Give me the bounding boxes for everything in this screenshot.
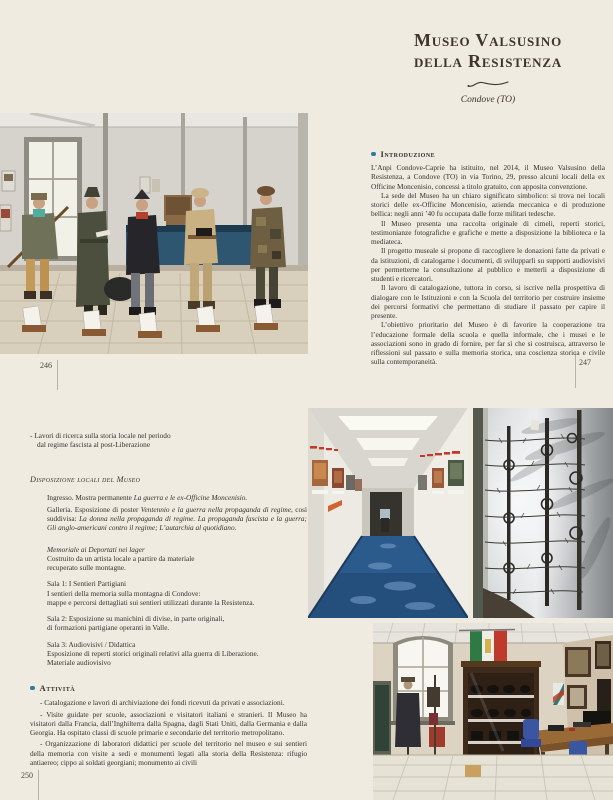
intro-paragraph: Il lavoro di catalogazione, tuttora in corso, si iscrive nella prospettiva di dialogare con le Istituzioni e con la Scuola del territorio per costruire insieme dei percorsi formativi che permettano di studiare il passato per capire il presente. [371,283,605,320]
ingresso-title: La guerra e le ex-Officine Moncenisio. [133,492,248,502]
sala-1 [47,579,307,607]
sala-3 [47,640,307,668]
photo-poster-gallery-corridor [308,408,468,618]
sala-line: di formazioni partigiane operanti in Valle. [47,623,170,633]
galleria-connector: , così suddivisa: [47,504,308,523]
section-bullet-icon [30,686,35,691]
intro-paragraph: L’obiettivo prioritario del Museo è di favorire la cooperazione tra l’educazione formale della scuola e quella informale, che i musei e le associazioni sono in grado di fornire, per far sì che si costruisca, attraverso le riflessioni sul passato e sulla memoria storica, una coscienza storica e civile sulla contemporaneità. [371,320,605,367]
intro-paragraph: Il Museo presenta una raccolta originale di cimeli, reperti storici, testimonianze fotografiche e grafiche e mette a disposizione la biblioteca e la mediateca. [371,218,605,246]
introduzione-heading [371,149,605,159]
attivita-item: - Visite guidate per scuole, associazioni e visitatori italiani e stranieri. Il Museo ha visitatori dalla Francia, dall’Inghilterra dalla Spagna, dagli Stati Uniti, dalla Germania e dalla Georgia. Ha ospitato classi di scuole primarie e secondarie del territorio metropolitano. [30,709,307,737]
galleria-label: Galleria. Esposizione di poster [47,504,141,514]
galleria-title: Ventennio e la guerra nella propaganda di regime [140,504,291,514]
folio-rule [57,360,58,390]
memoriale-line: Costruito da un artista locale a partire da materiale [47,553,195,563]
galleria-paragraph [47,505,307,533]
sala-line: Materiale audiovisivo [47,658,111,667]
introduzione-heading-label: Introduzione [380,149,436,159]
left-column [30,431,307,767]
title-line-1: Museo Valsusino [413,30,563,50]
galleria-subtitles: La donna nella propaganda di regime. La propaganda fascista e la guerra; Gli anglo-americani contro il regime; L’autarchia al quotidiano. [47,514,307,533]
memoriale-line: recuperato sulle montagne. [47,563,126,572]
introduzione-section [371,149,605,367]
folio-rule [38,770,39,800]
page-title [366,30,610,72]
research-item-line: - Lavori di ricerca sulla storia locale nel periodo [30,431,171,440]
attivita-heading [30,683,307,693]
photo-barbed-wire-memorial [473,408,613,618]
disposizione-content [30,493,307,668]
intro-paragraph: L’Anpi Condove-Caprie ha istituito, nel 2014, il Museo Valsusino della Resistenza, a Condove (TO) in via Torino, 29, presso alcuni locali della ex Officine Moncenisio, concessi a titolo gratuito, con apposita convenzione. [371,163,605,191]
sala-title: Sala 3: Audiovisivi / Didattica [47,639,136,649]
ingresso-label: Ingresso. Mostra permanente [47,492,134,502]
attivita-item: - Catalogazione e lavori di archiviazione dei fondi ricevuti da privati e associazioni. [40,698,285,708]
research-item-line: dal regime fascista al post-Liberazione [37,440,151,450]
intro-paragraph: La sede del Museo ha un chiaro significato simbolico: si trova nei locali storici delle ex-Officine Moncenisio, azienda meccanica e di produzione bellica: negli anni ’40 fu occupata dalle forze militari tedesche. [371,190,605,219]
sala-line: mappe e percorsi dettagliati sui sentieri utilizzati durante la Resistenza. [47,597,255,607]
photo-museum-mannequins [0,113,308,354]
page-number-right: 247 [579,358,591,367]
page-number-left: 246 [40,361,52,370]
title-line-2: della Resistenza [413,51,563,71]
sala-title: Sala 2: Esposizione su manichini di divise, in parte originali, [47,614,225,623]
page-number-bottom: 250 [21,771,33,780]
photo-museum-room-flag [373,623,613,800]
title-flourish-icon [466,79,510,89]
memoriale-heading: Memoriale ai Deportati nei lager [47,544,145,554]
masthead [366,30,610,105]
ingresso-line [47,493,307,502]
sala-line: Esposizione di reperti storici originali relativi alla guerra di Liberazione. [47,648,259,658]
attivita-heading-label: Attività [39,683,76,694]
section-bullet-icon [371,152,376,157]
disposizione-heading: Disposizione locali del Museo [30,474,141,484]
location-subtitle: Condove (TO) [460,95,516,105]
sala-2 [47,614,307,633]
sala-line: I sentieri della memoria sulla montagna di Condove: [47,588,201,598]
attivita-item: - Organizzazione di laboratori didattici per scuole del territorio nel museo e sui sentieri della memoria con visite a sedi e monumenti legati alla storia della Resistenza: rifugio antiaereo; cippo ai soldati georgiani; monumento ai civili [30,739,307,767]
intro-paragraph: Il progetto museale si propone di raccogliere le donazioni fatte da privati e da istituzioni, di catalogarne i documenti, di svilupparli su supporti audiovisivi per permetterne la consultazione al pubblico e metterli a disposizione di studenti e ricercatori. [371,246,605,283]
sala-title: Sala 1: I Sentieri Partigiani [47,579,127,589]
